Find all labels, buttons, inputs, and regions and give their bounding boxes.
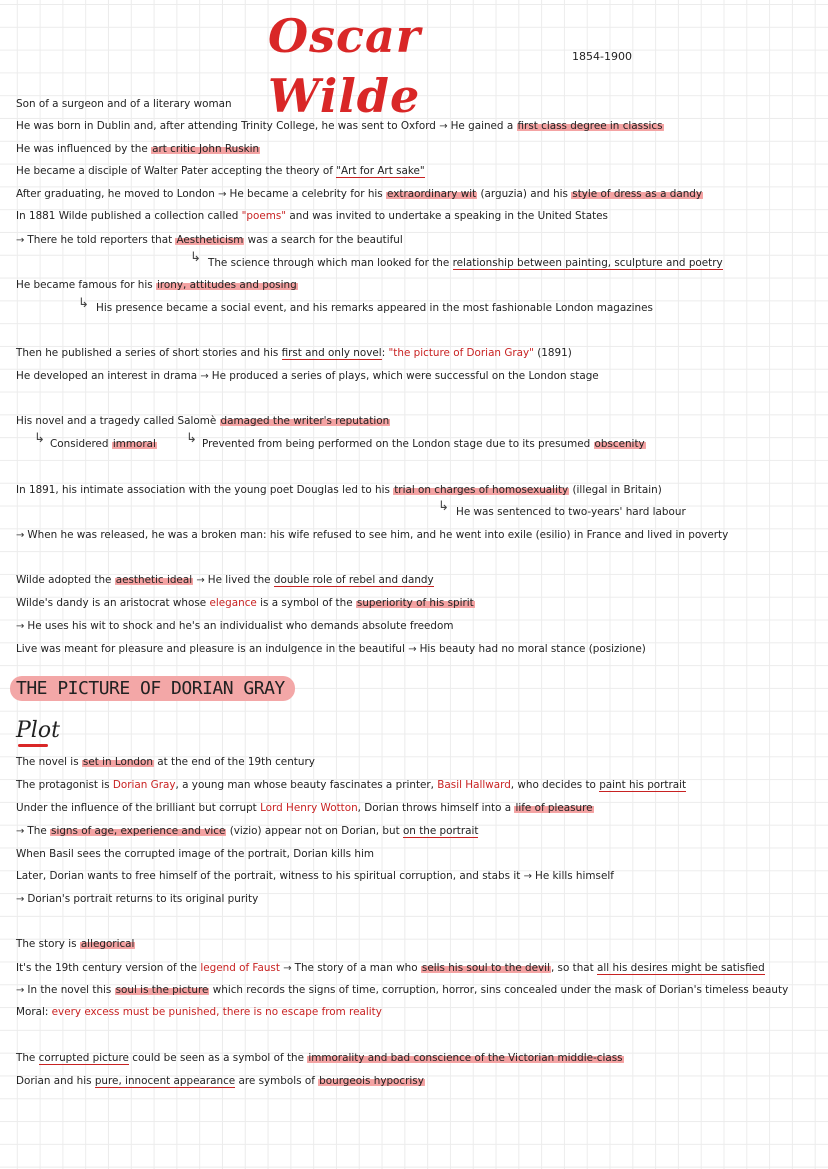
- underline: all his desires might be satisfied: [597, 962, 765, 974]
- text: The novel is: [16, 756, 82, 768]
- highlight: aesthetic ideal: [115, 574, 193, 586]
- text: which records the signs of time, corruption, horror, sins concealed under the mask of Dorian's timeless beauty: [209, 984, 789, 996]
- text: He gained a: [450, 120, 517, 132]
- text: Under the influence of the brilliant but corrupt: [16, 802, 261, 814]
- arrow-right-icon: →: [196, 575, 205, 586]
- underline: on the portrait: [402, 825, 479, 837]
- red-text: elegance: [209, 597, 257, 609]
- allegory-line-4: [16, 1005, 382, 1019]
- highlight: soul is the picture: [115, 984, 209, 996]
- text: Considered: [50, 438, 112, 450]
- red-text: every excess must be punished, there is no escape from reality: [51, 1006, 382, 1018]
- hook-arrow-icon: ↳: [186, 431, 197, 446]
- text: and was invited to undertake a speaking in the United States: [286, 210, 608, 222]
- highlight: immoral: [112, 438, 156, 450]
- arrow-right-icon: →: [439, 121, 448, 132]
- arrow-right-icon: →: [16, 235, 25, 246]
- text: He was sentenced to two-years' hard labour: [456, 506, 686, 518]
- underline: double role of rebel and dandy: [273, 574, 434, 586]
- text: When he was released, he was a broken man: his wife refused to see him, and he went into exile (esilio) in France and lived in poverty: [27, 529, 729, 541]
- years-label: 1854-1900: [572, 50, 632, 63]
- text: In the novel this: [27, 984, 115, 996]
- bio-line-3: [16, 142, 260, 156]
- text: Moral:: [16, 1006, 52, 1018]
- highlight: first class degree in classics: [517, 120, 663, 132]
- bio-line-10: [96, 301, 653, 315]
- highlight: immorality and bad conscience of the Victorian middle-class: [308, 1052, 623, 1064]
- arrow-right-icon: →: [16, 826, 25, 837]
- red-text: Basil Hallward: [437, 779, 511, 791]
- symbols-line-2: [16, 1074, 425, 1088]
- text: Prevented from being performed on the London stage due to its presumed: [202, 438, 594, 450]
- highlight: sells his soul to the devil: [421, 962, 550, 974]
- text: The protagonist is: [16, 779, 113, 791]
- text: , Dorian throws himself into a: [357, 802, 515, 814]
- text: He kills himself: [535, 870, 614, 882]
- arrow-right-icon: →: [218, 189, 227, 200]
- underline: "Art for Art sake": [336, 165, 425, 177]
- section-title: THE PICTURE OF DORIAN GRAY: [10, 676, 295, 701]
- text: (arguzia) and his: [477, 188, 572, 200]
- plot-line-4: [16, 824, 478, 839]
- arrow-right-icon: →: [283, 963, 292, 974]
- text: He was influenced by the: [16, 143, 152, 155]
- text: The: [16, 1052, 39, 1064]
- text: After graduating, he moved to London: [16, 188, 215, 200]
- text: Dorian's portrait returns to its original purity: [27, 893, 259, 905]
- text: (1891): [533, 347, 572, 359]
- aesthetic-line-2: [16, 596, 475, 610]
- red-text: Lord Henry Wotton: [260, 802, 358, 814]
- text: When Basil sees the corrupted image of the portrait, Dorian kills him: [16, 848, 374, 860]
- text: Son of a surgeon and of a literary woman: [16, 98, 232, 110]
- underline: paint his portrait: [599, 779, 687, 791]
- text: His novel and a tragedy called Salomè: [16, 415, 220, 427]
- text: He became a celebrity for his: [229, 188, 387, 200]
- text: His presence became a social event, and his remarks appeared in the most fashionable London magazines: [96, 302, 653, 314]
- text: His beauty had no moral stance (posizione): [419, 643, 646, 655]
- symbols-line-1: [16, 1051, 624, 1065]
- aesthetic-line-4: [16, 642, 646, 657]
- bio-line-2: [16, 119, 664, 134]
- text: are symbols of: [235, 1075, 319, 1087]
- text: In 1891, his intimate association with the young poet Douglas led to his: [16, 484, 394, 496]
- allegory-line-1: [16, 937, 135, 951]
- hook-arrow-icon: ↳: [34, 431, 45, 446]
- text: , so that: [550, 962, 598, 974]
- page-title: Oscar Wilde: [268, 9, 422, 123]
- text: The story is: [16, 938, 80, 950]
- text: Later, Dorian wants to free himself of the portrait, witness to his spiritual corruption, and stabs it: [16, 870, 521, 882]
- text: , who decides to: [510, 779, 600, 791]
- bio-line-6: [16, 209, 608, 223]
- bio-line-7: [16, 233, 403, 248]
- text: The: [27, 825, 51, 837]
- text: at the end of the 19th century: [153, 756, 315, 768]
- highlight: set in London: [82, 756, 153, 768]
- highlight: bourgeois hypocrisy: [319, 1075, 424, 1087]
- text: :: [381, 347, 389, 359]
- text: Dorian and his: [16, 1075, 95, 1087]
- text: He developed an interest in drama: [16, 370, 198, 382]
- text: There he told reporters that: [27, 234, 176, 246]
- works-line-2: [16, 369, 599, 384]
- arrow-right-icon: →: [200, 371, 209, 382]
- text: He uses his wit to shock and he's an individualist who demands absolute freedom: [27, 620, 454, 632]
- highlight: superiority of his spirit: [356, 597, 474, 609]
- trial-line-3: [16, 528, 728, 543]
- underline: corrupted picture: [38, 1052, 129, 1064]
- bio-line-5: [16, 187, 703, 202]
- plot-line-7: [16, 892, 258, 907]
- red-text: "the picture of Dorian Gray": [388, 347, 534, 359]
- plot-heading: Plot: [16, 718, 60, 743]
- red-text: legend of Faust: [200, 962, 280, 974]
- trial-line-1: [16, 483, 662, 497]
- text: (illegal in Britain): [569, 484, 662, 496]
- text: Wilde adopted the: [16, 574, 115, 586]
- arrow-right-icon: →: [16, 530, 25, 541]
- text: (vizio) appear not on Dorian, but: [226, 825, 403, 837]
- plot-line-1: [16, 755, 315, 769]
- highlight: damaged the writer's reputation: [220, 415, 390, 427]
- plot-line-2: [16, 778, 686, 792]
- underline: relationship between painting, sculpture and poetry: [452, 257, 723, 269]
- highlight: extraordinary wit: [387, 188, 477, 200]
- plot-line-3: [16, 801, 594, 815]
- arrow-right-icon: →: [16, 621, 25, 632]
- aesthetic-line-1: [16, 573, 434, 588]
- text: could be seen as a symbol of the: [128, 1052, 308, 1064]
- bio-line-9: [16, 278, 298, 292]
- bio-line-4: [16, 164, 425, 178]
- text: is a symbol of the: [256, 597, 356, 609]
- arrow-right-icon: →: [16, 894, 25, 905]
- text: He became a disciple of Walter Pater accepting the theory of: [16, 165, 337, 177]
- text: was a search for the beautiful: [244, 234, 403, 246]
- text: Then he published a series of short stories and his: [16, 347, 282, 359]
- works-line-1: [16, 346, 572, 360]
- highlight: art critic John Ruskin: [152, 143, 260, 155]
- text: He lived the: [207, 574, 274, 586]
- bio-line-8: [208, 256, 723, 270]
- aesthetic-line-3: [16, 619, 454, 634]
- highlight: life of pleasure: [515, 802, 593, 814]
- text: The story of a man who: [294, 962, 421, 974]
- hook-arrow-icon: ↳: [438, 499, 449, 514]
- underline: first and only novel: [281, 347, 382, 359]
- text: He was born in Dublin and, after attending Trinity College, he was sent to Oxford: [16, 120, 436, 132]
- bio-line-1: [16, 97, 232, 111]
- text: In 1881 Wilde published a collection called: [16, 210, 242, 222]
- plot-line-6: [16, 869, 614, 884]
- plot-line-5: [16, 847, 374, 861]
- text: Live was meant for pleasure and pleasure is an indulgence in the beautiful: [16, 643, 405, 655]
- arrow-right-icon: →: [16, 985, 25, 996]
- red-text: Dorian Gray: [112, 779, 176, 791]
- allegory-line-3: [16, 983, 788, 998]
- text: Wilde's dandy is an aristocrat whose: [16, 597, 210, 609]
- highlight: obscenity: [594, 438, 645, 450]
- arrow-right-icon: →: [408, 644, 417, 655]
- text: The science through which man looked for the: [208, 257, 453, 269]
- reputation-line-2b: [202, 437, 646, 451]
- highlight: signs of age, experience and vice: [51, 825, 226, 837]
- highlight: Aestheticism: [176, 234, 244, 246]
- hook-arrow-icon: ↳: [190, 250, 201, 265]
- highlight: trial on charges of homosexuality: [394, 484, 569, 496]
- text: He became famous for his: [16, 279, 156, 291]
- highlight: style of dress as a dandy: [572, 188, 703, 200]
- underline: pure, innocent appearance: [94, 1075, 236, 1087]
- red-text: "poems": [241, 210, 287, 222]
- allegory-line-2: [16, 961, 765, 976]
- plot-underline-divider: [18, 744, 48, 747]
- highlight: allegorical: [80, 938, 135, 950]
- text: He produced a series of plays, which were successful on the London stage: [211, 370, 599, 382]
- text: , a young man whose beauty fascinates a printer,: [175, 779, 438, 791]
- hook-arrow-icon: ↳: [78, 296, 89, 311]
- reputation-line-1: [16, 414, 390, 428]
- arrow-right-icon: →: [523, 871, 533, 882]
- trial-line-2: [456, 505, 686, 519]
- highlight: irony, attitudes and posing: [156, 279, 297, 291]
- reputation-line-2a: [50, 437, 157, 451]
- text: It's the 19th century version of the: [16, 962, 201, 974]
